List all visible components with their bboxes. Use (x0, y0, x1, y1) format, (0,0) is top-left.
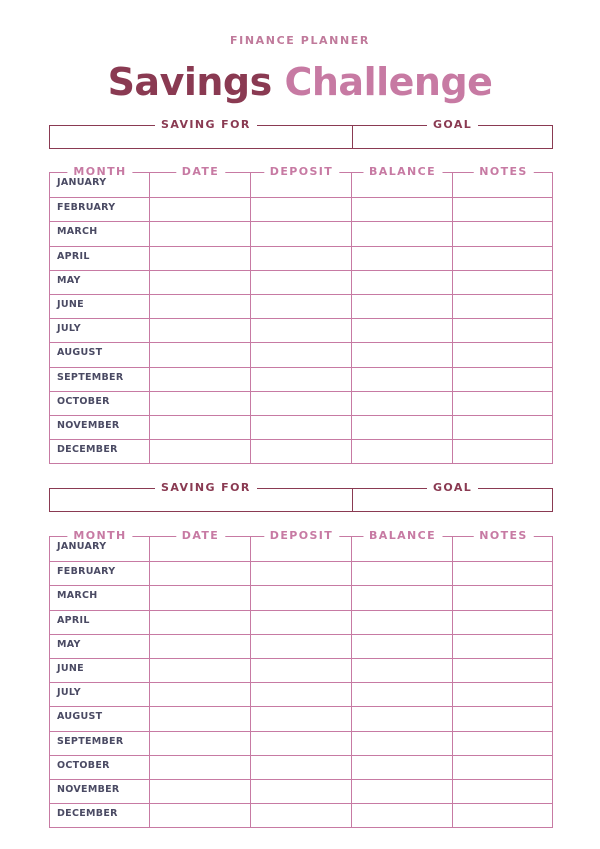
cell-deposit[interactable] (251, 732, 352, 755)
cell-date[interactable] (150, 780, 251, 803)
column-header-notes: NOTES (473, 165, 534, 179)
cell-balance[interactable] (352, 271, 453, 294)
cell-date[interactable] (150, 586, 251, 609)
cell-date[interactable] (150, 271, 251, 294)
column-header-notes: NOTES (473, 529, 534, 543)
savings-table-1 (49, 165, 553, 464)
cell-notes[interactable] (453, 804, 554, 827)
cell-deposit[interactable] (251, 247, 352, 270)
cell-deposit[interactable] (251, 707, 352, 730)
month-label: JANUARY (57, 177, 107, 188)
cell-balance[interactable] (352, 368, 453, 391)
month-label: APRIL (57, 614, 90, 626)
cell-deposit[interactable] (251, 392, 352, 415)
cell-balance[interactable] (352, 440, 453, 463)
cell-notes[interactable] (453, 222, 554, 245)
cell-date[interactable] (150, 319, 251, 342)
cell-notes[interactable] (453, 271, 554, 294)
month-label: MARCH (57, 590, 98, 602)
cell-deposit[interactable] (251, 586, 352, 609)
table-row (50, 682, 552, 706)
cell-deposit[interactable] (251, 198, 352, 221)
cell-notes[interactable] (453, 319, 554, 342)
table-row (50, 803, 552, 827)
cell-date[interactable] (150, 635, 251, 658)
goal-label: GOAL (427, 481, 478, 495)
cell-deposit[interactable] (251, 295, 352, 318)
month-label: MAY (57, 638, 81, 650)
cell-notes[interactable] (453, 756, 554, 779)
cell-balance[interactable] (352, 173, 453, 197)
column-header-balance: BALANCE (363, 529, 442, 543)
cell-notes[interactable] (453, 586, 554, 609)
month-label: NOVEMBER (57, 420, 120, 431)
cell-deposit[interactable] (251, 440, 352, 463)
month-label: MARCH (57, 226, 98, 238)
cell-balance[interactable] (352, 416, 453, 439)
saving-for-label: SAVING FOR (155, 118, 257, 132)
cell-notes[interactable] (453, 611, 554, 634)
cell-deposit[interactable] (251, 659, 352, 682)
cell-notes[interactable] (453, 368, 554, 391)
month-label: FEBRUARY (57, 566, 116, 578)
cell-deposit[interactable] (251, 537, 352, 561)
cell-balance[interactable] (352, 319, 453, 342)
table-row (50, 706, 552, 730)
table-row (50, 318, 552, 342)
month-label: SEPTEMBER (57, 735, 124, 747)
cell-notes[interactable] (453, 635, 554, 658)
cell-deposit[interactable] (251, 611, 352, 634)
goal-field[interactable] (353, 489, 552, 511)
cell-date[interactable] (150, 562, 251, 585)
cell-date[interactable] (150, 804, 251, 827)
cell-date[interactable] (150, 659, 251, 682)
cell-notes[interactable] (453, 707, 554, 730)
saving-goal-box-2 (49, 481, 553, 512)
table-row (50, 537, 552, 561)
table-row (50, 294, 552, 318)
table-row (50, 561, 552, 585)
cell-notes[interactable] (453, 392, 554, 415)
cell-balance[interactable] (352, 343, 453, 366)
cell-deposit[interactable] (251, 756, 352, 779)
saving-for-field[interactable] (50, 489, 352, 511)
cell-balance[interactable] (352, 586, 453, 609)
cell-deposit[interactable] (251, 319, 352, 342)
cell-notes[interactable] (453, 683, 554, 706)
month-label: DECEMBER (57, 808, 118, 820)
table-row (50, 270, 552, 294)
page-overline: FINANCE PLANNER (230, 34, 370, 47)
cell-balance[interactable] (352, 537, 453, 561)
title-word-savings: Savings (107, 60, 272, 104)
saving-for-field[interactable] (50, 126, 352, 148)
cell-deposit[interactable] (251, 271, 352, 294)
cell-notes[interactable] (453, 295, 554, 318)
saving-for-label: SAVING FOR (155, 481, 257, 495)
table-row (50, 755, 552, 779)
cell-notes[interactable] (453, 247, 554, 270)
table-row (50, 173, 552, 197)
table-row (50, 415, 552, 439)
cell-date[interactable] (150, 416, 251, 439)
cell-balance[interactable] (352, 611, 453, 634)
column-header-deposit: DEPOSIT (264, 529, 339, 543)
month-label: OCTOBER (57, 759, 110, 771)
table-row (50, 221, 552, 245)
cell-balance[interactable] (352, 683, 453, 706)
cell-notes[interactable] (453, 198, 554, 221)
cell-notes[interactable] (453, 659, 554, 682)
cell-notes[interactable] (453, 440, 554, 463)
cell-notes[interactable] (453, 562, 554, 585)
cell-notes[interactable] (453, 343, 554, 366)
table-row (50, 610, 552, 634)
cell-balance[interactable] (352, 756, 453, 779)
table-row (50, 367, 552, 391)
cell-date[interactable] (150, 198, 251, 221)
cell-date[interactable] (150, 732, 251, 755)
cell-notes[interactable] (453, 173, 554, 197)
cell-date[interactable] (150, 222, 251, 245)
cell-date[interactable] (150, 247, 251, 270)
cell-balance[interactable] (352, 659, 453, 682)
cell-date[interactable] (150, 368, 251, 391)
cell-deposit[interactable] (251, 416, 352, 439)
column-header-balance: BALANCE (363, 165, 442, 179)
cell-deposit[interactable] (251, 173, 352, 197)
page-title (0, 56, 600, 108)
cell-date[interactable] (150, 537, 251, 561)
cell-balance[interactable] (352, 635, 453, 658)
goal-label: GOAL (427, 118, 478, 132)
cell-date[interactable] (150, 343, 251, 366)
cell-deposit[interactable] (251, 780, 352, 803)
savings-table-2 (49, 529, 553, 828)
cell-balance[interactable] (352, 392, 453, 415)
table-row (50, 439, 552, 463)
cell-notes[interactable] (453, 416, 554, 439)
cell-balance[interactable] (352, 804, 453, 827)
cell-balance[interactable] (352, 562, 453, 585)
cell-balance[interactable] (352, 732, 453, 755)
cell-date[interactable] (150, 440, 251, 463)
cell-date[interactable] (150, 295, 251, 318)
cell-notes[interactable] (453, 780, 554, 803)
cell-deposit[interactable] (251, 562, 352, 585)
table-row (50, 197, 552, 221)
saving-goal-box-1 (49, 118, 553, 149)
goal-field[interactable] (353, 126, 552, 148)
table-row (50, 658, 552, 682)
month-label: NOVEMBER (57, 784, 120, 795)
table-row (50, 391, 552, 415)
month-label: JUNE (57, 663, 84, 674)
month-label: DECEMBER (57, 444, 118, 456)
month-label: SEPTEMBER (57, 371, 124, 383)
column-header-deposit: DEPOSIT (264, 165, 339, 179)
cell-balance[interactable] (352, 707, 453, 730)
month-label: APRIL (57, 250, 90, 262)
cell-deposit[interactable] (251, 343, 352, 366)
table-row (50, 585, 552, 609)
table-row (50, 731, 552, 755)
cell-date[interactable] (150, 756, 251, 779)
title-word-challenge: Challenge (284, 60, 493, 104)
cell-deposit[interactable] (251, 635, 352, 658)
month-label: MAY (57, 274, 81, 286)
column-header-month: MONTH (67, 165, 132, 179)
cell-date[interactable] (150, 173, 251, 197)
table-row (50, 342, 552, 366)
column-header-month: MONTH (67, 529, 132, 543)
month-label: JULY (57, 323, 81, 335)
month-label: JANUARY (57, 541, 107, 552)
month-label: FEBRUARY (57, 202, 116, 214)
cell-balance[interactable] (352, 247, 453, 270)
cell-date[interactable] (150, 611, 251, 634)
cell-date[interactable] (150, 707, 251, 730)
column-header-date: DATE (176, 529, 225, 543)
month-label: JUNE (57, 299, 84, 310)
cell-deposit[interactable] (251, 368, 352, 391)
column-header-date: DATE (176, 165, 225, 179)
cell-date[interactable] (150, 683, 251, 706)
cell-deposit[interactable] (251, 804, 352, 827)
table-row (50, 634, 552, 658)
month-label: AUGUST (57, 347, 103, 359)
month-label: JULY (57, 687, 81, 699)
cell-deposit[interactable] (251, 683, 352, 706)
cell-date[interactable] (150, 392, 251, 415)
cell-balance[interactable] (352, 198, 453, 221)
cell-notes[interactable] (453, 537, 554, 561)
cell-deposit[interactable] (251, 222, 352, 245)
cell-balance[interactable] (352, 780, 453, 803)
cell-notes[interactable] (453, 732, 554, 755)
table-row (50, 779, 552, 803)
cell-balance[interactable] (352, 295, 453, 318)
table-row (50, 246, 552, 270)
month-label: OCTOBER (57, 395, 110, 407)
cell-balance[interactable] (352, 222, 453, 245)
month-label: AUGUST (57, 711, 103, 723)
